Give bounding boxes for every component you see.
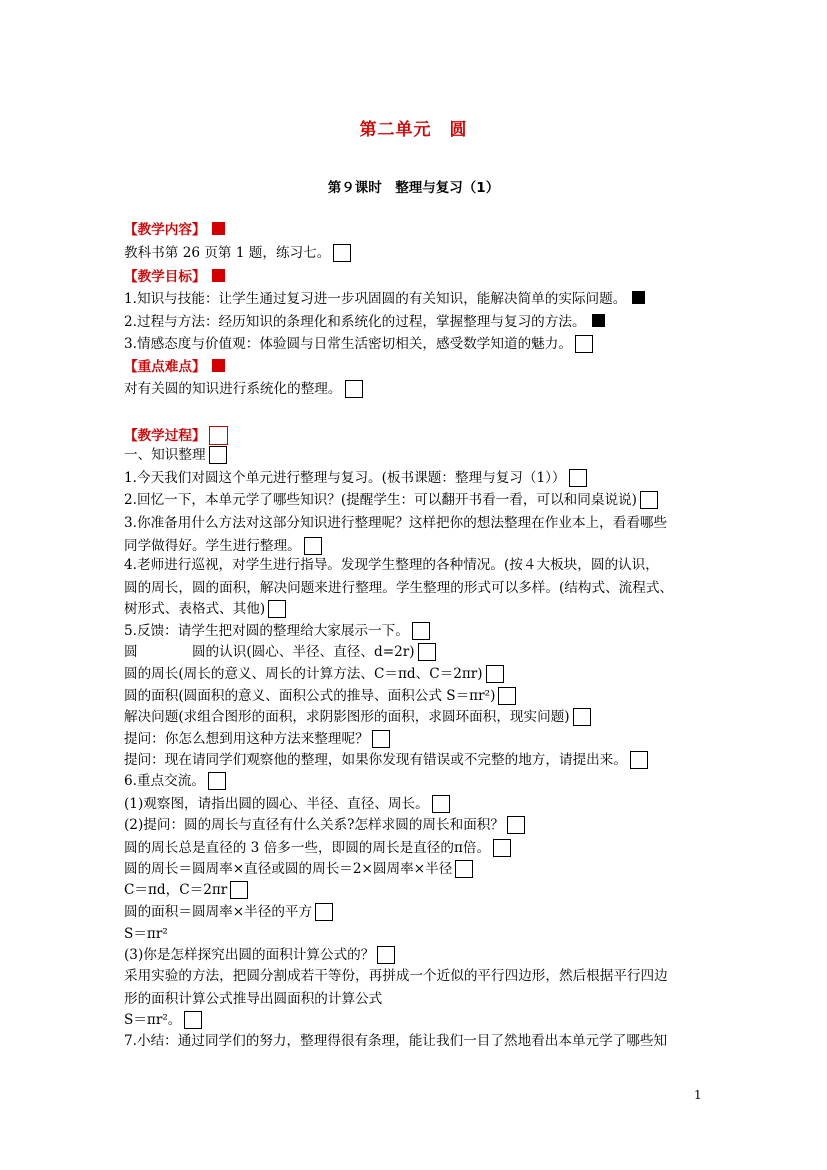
- section-heading-label: 【教学目标】: [124, 269, 206, 285]
- text-line: [124, 244, 351, 262]
- checkbox-marker: [268, 600, 286, 618]
- text-line: [124, 687, 516, 705]
- line-text: (3)你是怎样探究出圆的面积计算公式的？: [124, 947, 375, 963]
- line-text: 5.反馈：请学生把对圆的整理给大家展示一下。: [124, 623, 409, 639]
- checkbox-marker: [573, 708, 591, 726]
- checkbox-marker: [304, 537, 322, 555]
- text-line: [124, 643, 436, 661]
- line-text: 圆 圆的认识(圆心、半径、直径、d=2r): [124, 644, 415, 660]
- checkbox-marker: [569, 469, 587, 487]
- text-line: [124, 579, 673, 597]
- line-text: 7.小结：通过同学们的努力，整理得很有条理，能让我们一目了然地看出本单元学了哪些知: [124, 1033, 668, 1049]
- checkbox-marker: [493, 839, 511, 857]
- text-line: [124, 816, 525, 834]
- section-heading: [124, 268, 225, 286]
- text-line: [124, 556, 659, 574]
- text-line: [124, 751, 648, 769]
- checkbox-marker: [640, 491, 658, 509]
- text-line: [124, 708, 591, 726]
- text-line: [124, 335, 593, 353]
- line-text: 解决问题(求组合图形的面积，求阴影图形的面积，求圆环面积，现实问题): [124, 709, 570, 725]
- text-line: [124, 380, 363, 398]
- section-heading-label: 【重点难点】: [124, 359, 206, 375]
- text-line: [124, 795, 450, 813]
- text-line: [124, 537, 322, 555]
- section-heading: [124, 358, 225, 376]
- line-text: 圆的面积＝圆周率×半径的平方: [124, 904, 313, 920]
- checkbox-marker: [315, 903, 333, 921]
- line-text: C＝πd，C＝2πr: [124, 882, 228, 898]
- text-line: [124, 1011, 202, 1029]
- black-square-icon: [632, 291, 645, 304]
- line-text: 形的面积计算公式推导出圆面积的计算公式: [124, 991, 383, 1007]
- line-text: 同学做得好。学生进行整理。: [124, 538, 301, 554]
- text-line: [124, 839, 511, 857]
- checkbox-marker: [630, 751, 648, 769]
- checkbox-marker: [230, 881, 248, 899]
- checkbox-marker: [486, 665, 504, 683]
- text-line: [124, 622, 430, 640]
- checkbox-marker: [412, 622, 430, 640]
- line-text: 4.老师进行巡视，对学生进行指导。发现学生整理的各种情况。(按４大板块，圆的认识，: [124, 557, 659, 573]
- checkbox-marker: [345, 380, 363, 398]
- checkbox-marker: [575, 335, 593, 353]
- checkbox-marker: [209, 446, 227, 464]
- lesson-subtitle: 第９课时 整理与复习（1）: [327, 180, 500, 196]
- line-text: (1)观察图，请指出圆的圆心、半径、直径、周长。: [124, 796, 429, 812]
- checkbox-marker: [498, 687, 516, 705]
- text-line: [124, 946, 395, 964]
- checkbox-marker-red: [209, 426, 228, 445]
- section-heading-label: 【教学过程】: [124, 428, 206, 444]
- text-line: [124, 1032, 667, 1050]
- text-line: [124, 903, 333, 921]
- text-line: [124, 967, 668, 985]
- line-text: 圆的周长(周长的意义、周长的计算方法、C＝πd、C＝2πr): [124, 666, 483, 682]
- line-text: S＝πr²。: [124, 1012, 182, 1028]
- text-line: [124, 990, 382, 1008]
- text-line: [124, 290, 645, 308]
- line-text: (2)提问：圆的周长与直径有什么关系?怎样求圆的周长和面积？: [124, 817, 504, 833]
- line-text: 教科书第 26 页第 1 题，练习七。: [124, 245, 331, 261]
- text-line: [124, 881, 248, 899]
- section-heading: [124, 221, 225, 239]
- line-text: 1.知识与技能：让学生通过复习进一步巩固圆的有关知识，能解决简单的实际问题。: [124, 291, 627, 307]
- line-text: 1.今天我们对圆这个单元进行整理与复习。(板书课题：整理与复习（1））: [124, 470, 566, 486]
- line-text: 圆的周长总是直径的 3 倍多一些，即圆的周长是直径的π倍。: [124, 840, 491, 856]
- line-text: 圆的周长＝圆周率×直径或圆的周长＝2×圆周率×半径: [124, 861, 453, 877]
- text-line: [124, 446, 227, 464]
- red-square-icon: [212, 359, 225, 372]
- line-text: S＝πr²: [124, 926, 168, 942]
- text-line: [124, 313, 605, 331]
- checkbox-marker: [377, 946, 395, 964]
- line-text: 提问：现在请同学们观察他的整理，如果你发现有错误或不完整的地方，请提出来。: [124, 752, 627, 768]
- section-heading: [124, 426, 228, 445]
- line-text: 对有关圆的知识进行系统化的整理。: [124, 381, 342, 397]
- line-text: 一、知识整理: [124, 447, 206, 463]
- line-text: 提问：你怎么想到用这种方法来整理呢？: [124, 731, 369, 747]
- text-line: [124, 772, 226, 790]
- text-line: [124, 514, 667, 532]
- line-text: 2.回忆一下，本单元学了哪些知识？(提醒学生：可以翻开书看一看，可以和同桌说说): [124, 492, 637, 508]
- checkbox-marker: [184, 1011, 202, 1029]
- checkbox-marker: [507, 816, 525, 834]
- section-heading-label: 【教学内容】: [124, 222, 206, 238]
- red-square-icon: [212, 269, 225, 282]
- line-text: 圆的周长，圆的面积，解决问题来进行整理。学生整理的形式可以多样。(结构式、流程式、: [124, 580, 674, 596]
- checkbox-marker: [418, 643, 436, 661]
- checkbox-marker: [432, 795, 450, 813]
- checkbox-marker: [208, 772, 226, 790]
- text-line: [124, 665, 504, 683]
- line-text: 2.过程与方法：经历知识的条理化和系统化的过程，掌握整理与复习的方法。: [124, 314, 586, 330]
- checkbox-marker: [455, 860, 473, 878]
- text-line: [124, 491, 658, 509]
- line-text: 圆的面积(圆面积的意义、面积公式的推导、面积公式 S＝πr²): [124, 688, 496, 704]
- text-line: [124, 600, 286, 618]
- line-text: 3.你准备用什么方法对这部分知识进行整理呢？这样把你的想法整理在作业本上，看看哪些: [124, 515, 668, 531]
- text-line: [124, 860, 473, 878]
- line-text: 树形式、表格式、其他): [124, 601, 266, 617]
- text-line: [124, 730, 390, 748]
- line-text: 采用实验的方法，把圆分割成若干等份，再拼成一个近似的平行四边形，然后根据平行四边: [124, 968, 668, 984]
- red-square-icon: [212, 222, 225, 235]
- checkbox-marker: [333, 244, 351, 262]
- black-square-icon: [592, 314, 605, 327]
- line-text: 6.重点交流。: [124, 773, 205, 789]
- checkbox-marker: [372, 730, 390, 748]
- unit-title: 第二单元 圆: [359, 120, 468, 140]
- text-line: [124, 925, 168, 943]
- page-number: 1: [694, 1088, 702, 1102]
- line-text: 3.情感态度与价值观：体验圆与日常生活密切相关，感受数学知道的魅力。: [124, 336, 572, 352]
- text-line: [124, 469, 587, 487]
